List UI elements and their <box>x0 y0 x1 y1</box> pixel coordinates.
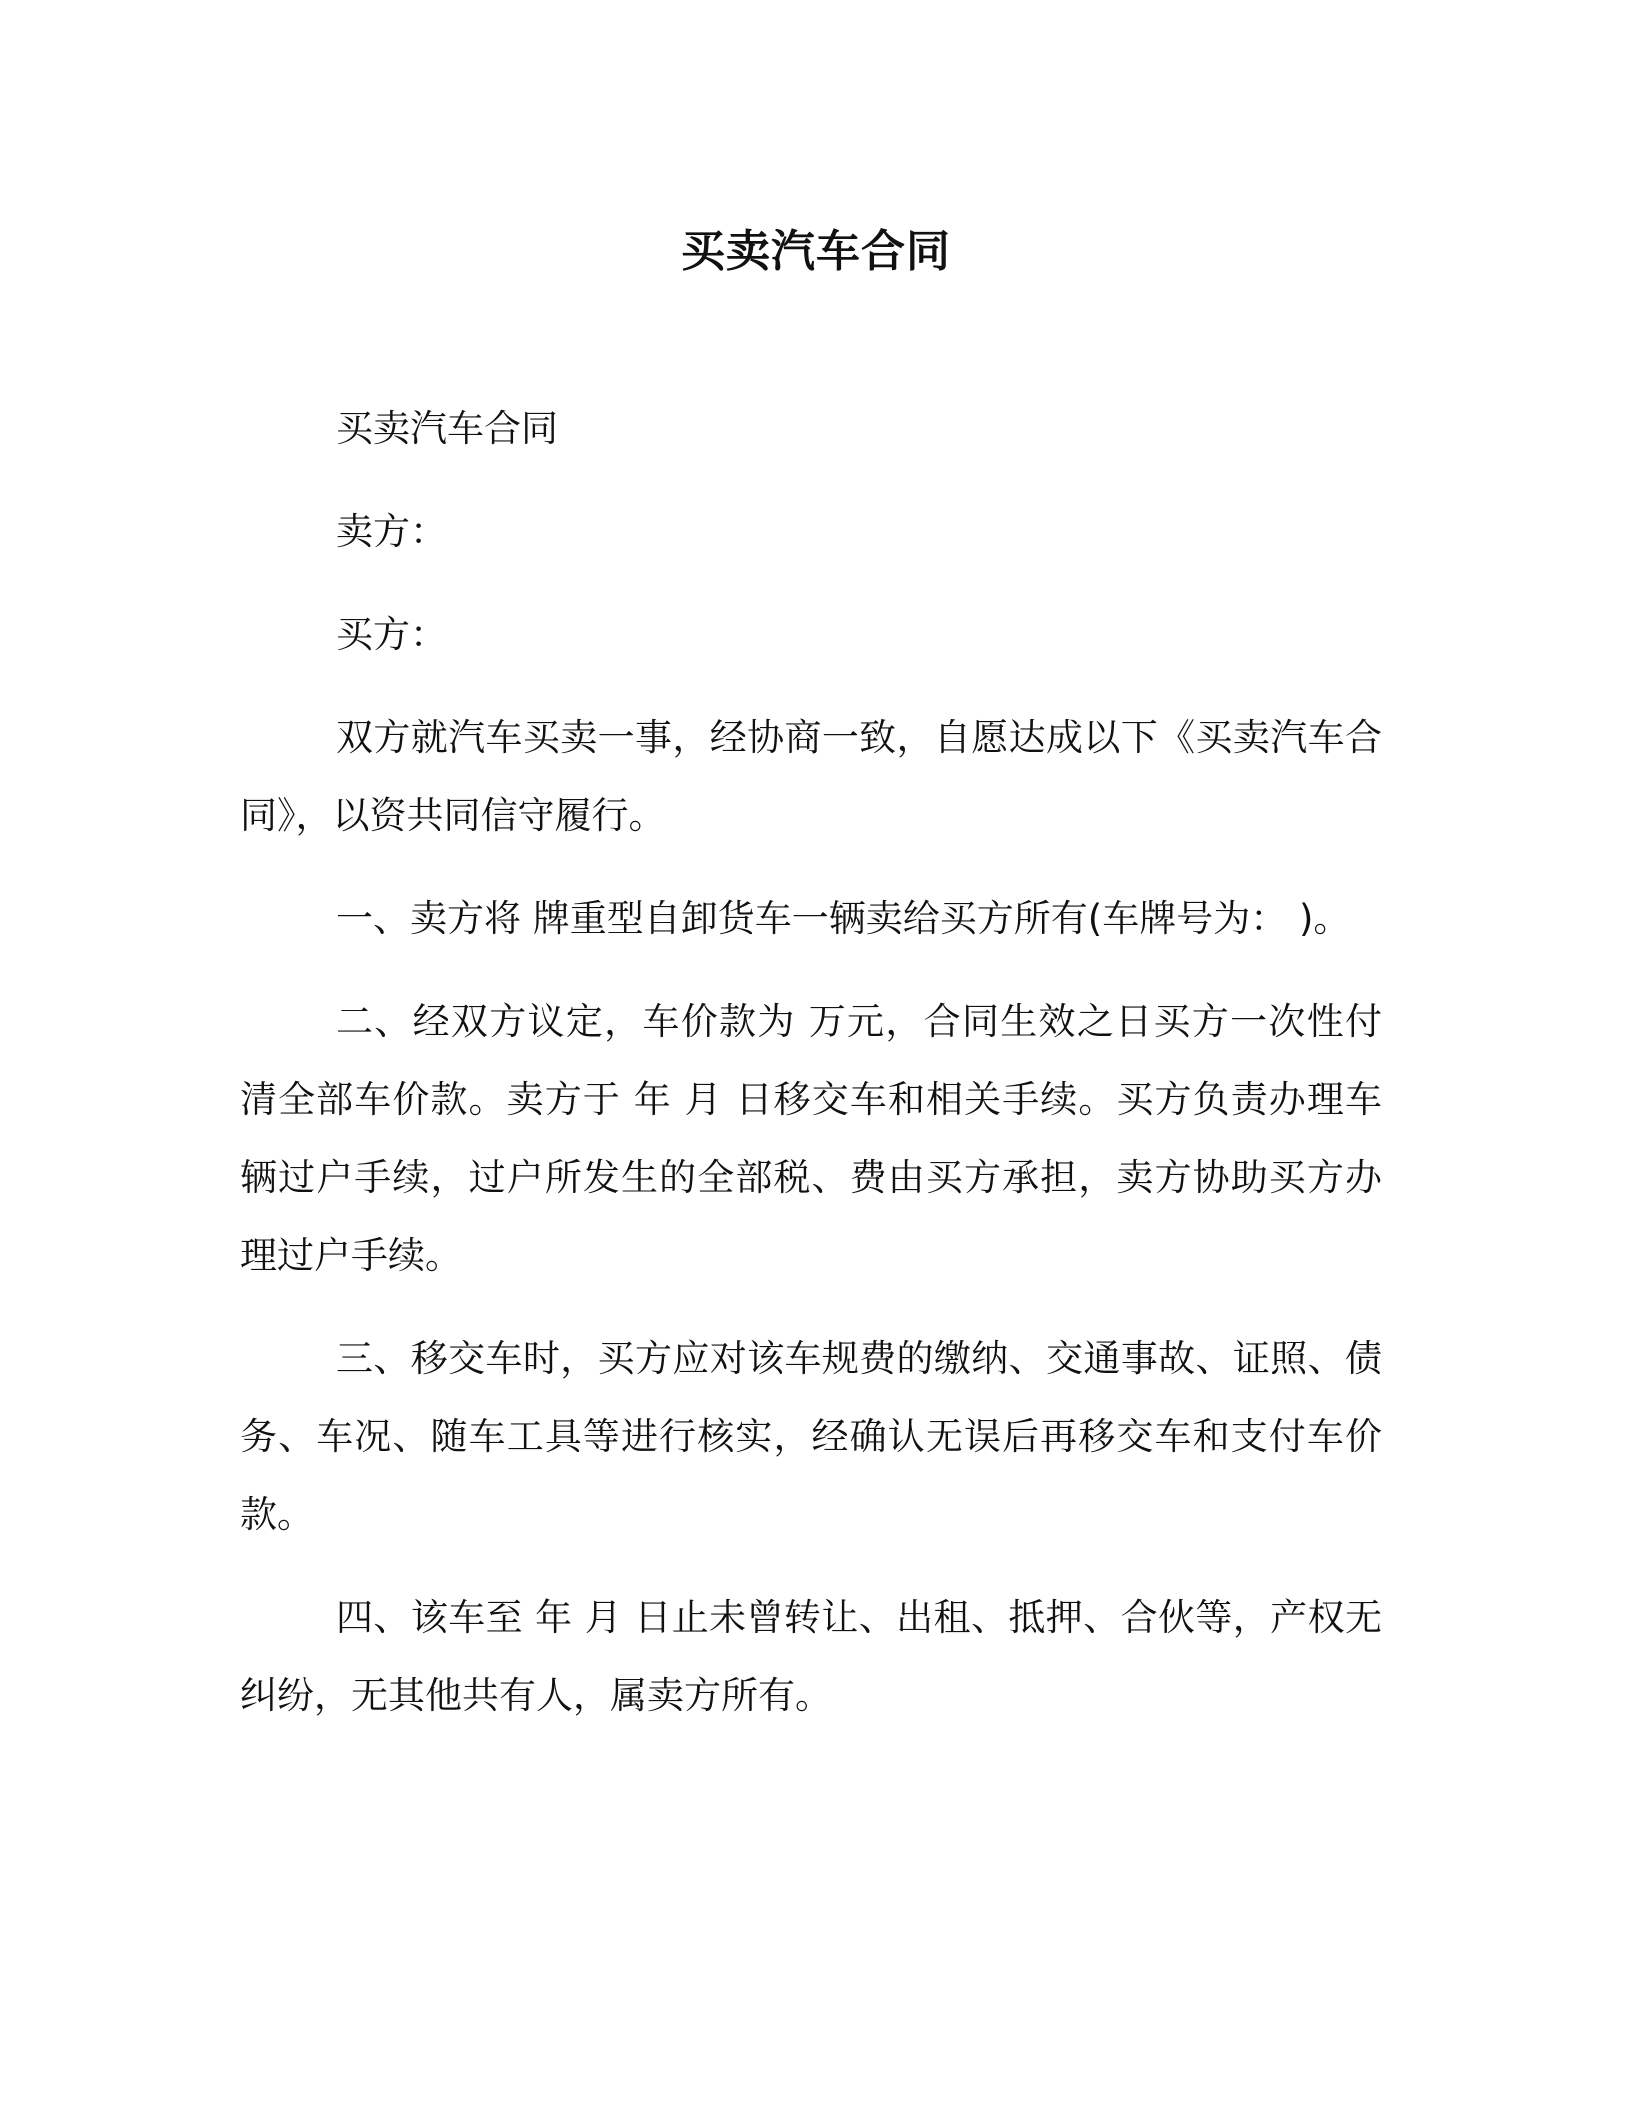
document-body <box>240 390 1382 1760</box>
clause-2: 二、经双方议定，车价款为 万元，合同生效之日买方一次性付清全部车价款。卖方于 年 月 日移交车和相关手续。买方负责办理车辆过户手续，过户所发生的全部税、费由买方承担，卖方协助买方办理过户手续。 <box>240 1000 1382 1277</box>
paragraph-preamble: 双方就汽车买卖一事，经协商一致，自愿达成以下《买卖汽车合同》，以资共同信守履行。 <box>240 716 1382 837</box>
clause-3: 三、移交车时，买方应对该车规费的缴纳、交通事故、证照、债务、车况、随车工具等进行核实，经确认无误后再移交车和支付车价款。 <box>240 1337 1382 1536</box>
clause-4: 四、该车至 年 月 日止未曾转让、出租、抵押、合伙等，产权无纠纷，无其他共有人，属卖方所有。 <box>240 1596 1382 1717</box>
document-title: 买卖汽车合同 <box>681 226 951 277</box>
paragraph-buyer: 买方： <box>336 613 447 656</box>
clause-1: 一、卖方将 牌重型自卸货车一辆卖给买方所有(车牌号为： )。 <box>336 897 1351 940</box>
paragraph-seller: 卖方： <box>336 510 447 553</box>
paragraph-contract-heading: 买卖汽车合同 <box>336 407 558 450</box>
